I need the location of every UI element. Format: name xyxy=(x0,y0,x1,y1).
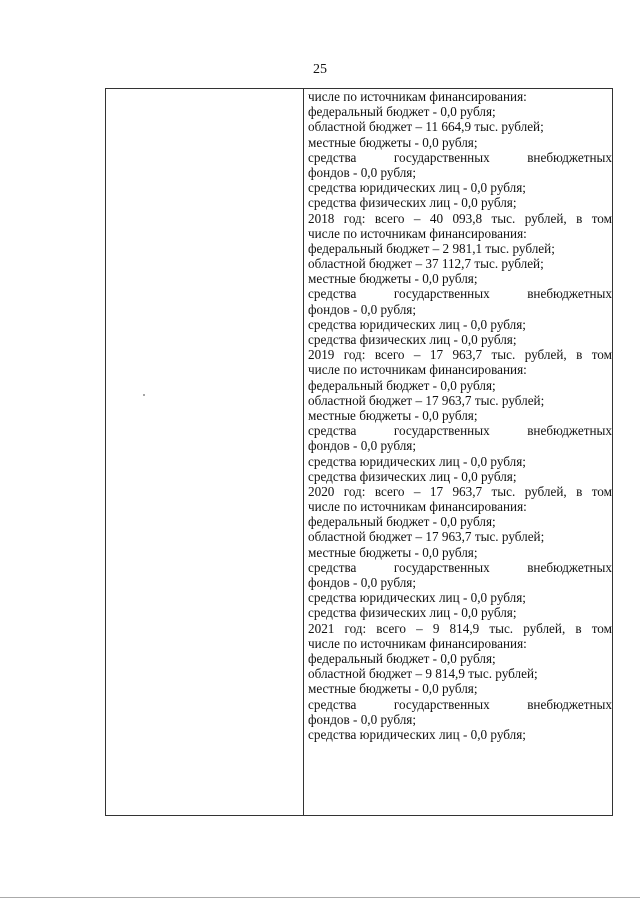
text-line: местные бюджеты - 0,0 рубля; xyxy=(308,544,478,560)
text-line: местные бюджеты - 0,0 рубля; xyxy=(308,681,478,697)
scan-speck xyxy=(143,394,145,396)
text-line: средства юридических лиц - 0,0 рубля; xyxy=(308,590,526,606)
text-line: фондов - 0,0 рубля; xyxy=(308,575,417,590)
table-right-cell xyxy=(308,89,612,742)
page-bottom-edge xyxy=(0,897,640,898)
text-line: средства физических лиц - 0,0 рубля; xyxy=(308,468,517,484)
text-line: областной бюджет – 17 963,7 тыс. рублей; xyxy=(308,529,545,545)
text-line: федеральный бюджет – 2 981,1 тыс. рублей; xyxy=(308,240,555,256)
text-line: средства юридических лиц - 0,0 рубля; xyxy=(308,453,526,469)
text-line: федеральный бюджет - 0,0 рубля; xyxy=(308,514,496,530)
text-line: средства государственных внебюджетных xyxy=(308,149,612,165)
text-line: 2021 год: всего – 9 814,9 тыс. рублей, в том xyxy=(308,620,612,636)
text-line: местные бюджеты - 0,0 рубля; xyxy=(308,271,478,287)
text-line: средства юридических лиц - 0,0 рубля; xyxy=(308,316,526,332)
text-line: федеральный бюджет - 0,0 рубля; xyxy=(308,377,496,393)
text-line: числе по источникам финансирования: xyxy=(308,89,527,104)
text-line: средства государственных внебюджетных xyxy=(308,286,612,302)
text-line: местные бюджеты - 0,0 рубля; xyxy=(308,134,478,150)
text-line: средства физических лиц - 0,0 рубля; xyxy=(308,605,517,621)
financing-table xyxy=(105,88,613,816)
text-line: средства государственных внебюджетных xyxy=(308,423,612,439)
text-line: областной бюджет – 17 963,7 тыс. рублей; xyxy=(308,392,545,408)
text-line: федеральный бюджет - 0,0 рубля; xyxy=(308,104,496,120)
text-line: фондов - 0,0 рубля; xyxy=(308,438,417,454)
text-line: местные бюджеты - 0,0 рубля; xyxy=(308,407,478,423)
page-number: 25 xyxy=(313,62,327,77)
text-line: 2019 год: всего – 17 963,7 тыс. рублей, в том xyxy=(308,347,612,363)
text-line: средства юридических лиц - 0,0 рубля; xyxy=(308,726,526,742)
text-line: 2018 год: всего – 40 093,8 тыс. рублей, в том xyxy=(308,210,612,226)
column-divider xyxy=(303,89,304,815)
text-line: фондов - 0,0 рубля; xyxy=(308,301,417,317)
text-line: федеральный бюджет - 0,0 рубля; xyxy=(308,650,496,666)
text-line: числе по источникам финансирования: xyxy=(308,362,527,378)
text-line: средства государственных внебюджетных xyxy=(308,696,612,712)
text-line: средства физических лиц - 0,0 рубля; xyxy=(308,195,517,211)
text-line: 2020 год: всего – 17 963,7 тыс. рублей, в том xyxy=(308,483,612,499)
text-line: средства физических лиц - 0,0 рубля; xyxy=(308,332,517,347)
text-line: фондов - 0,0 рубля; xyxy=(308,164,417,180)
text-line: областной бюджет – 37 112,7 тыс. рублей; xyxy=(308,256,544,272)
text-line: фондов - 0,0 рубля; xyxy=(308,711,417,727)
text-line: средства государственных внебюджетных xyxy=(308,559,612,575)
text-line: числе по источникам финансирования: xyxy=(308,225,527,241)
text-line: числе по источникам финансирования: xyxy=(308,499,527,515)
text-line: областной бюджет – 11 664,9 тыс. рублей; xyxy=(308,119,544,135)
text-line: областной бюджет – 9 814,9 тыс. рублей; xyxy=(308,666,538,682)
text-line: средства юридических лиц - 0,0 рубля; xyxy=(308,180,526,196)
text-line: числе по источникам финансирования: xyxy=(308,635,527,651)
